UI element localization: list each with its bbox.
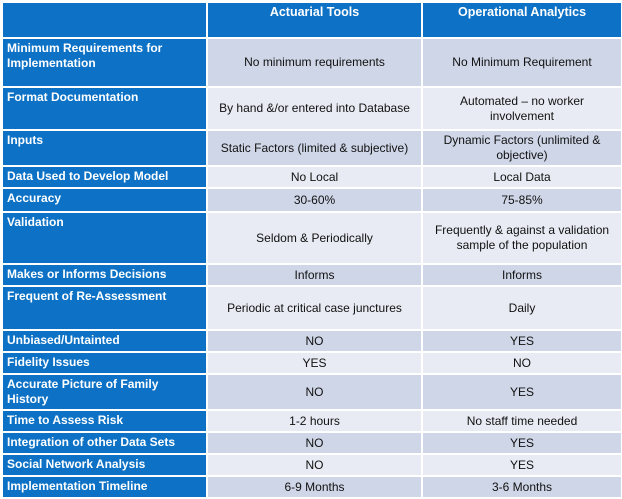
table-row	[2, 166, 622, 188]
header-actuarial-tools: Actuarial Tools	[207, 2, 422, 38]
row-label: Social Network Analysis	[2, 454, 207, 476]
row-label: Inputs	[2, 130, 207, 166]
row-label: Format Documentation	[2, 87, 207, 130]
actuarial-value: NO	[207, 454, 422, 476]
actuarial-value: Informs	[207, 264, 422, 286]
operational-value: NO	[422, 352, 622, 374]
row-label: Integration of other Data Sets	[2, 432, 207, 454]
operational-value: YES	[422, 454, 622, 476]
operational-value: YES	[422, 432, 622, 454]
operational-value: Dynamic Factors (unlimited & objective)	[422, 130, 622, 166]
table-row	[2, 264, 622, 286]
actuarial-value: 6-9 Months	[207, 476, 422, 498]
row-label: Frequent of Re-Assessment	[2, 286, 207, 330]
operational-value: Informs	[422, 264, 622, 286]
table-row	[2, 87, 622, 130]
operational-value: YES	[422, 374, 622, 410]
actuarial-value: By hand &/or entered into Database	[207, 87, 422, 130]
row-label: Validation	[2, 212, 207, 264]
header-operational-analytics: Operational Analytics	[422, 2, 622, 38]
row-label: Implementation Timeline	[2, 476, 207, 498]
actuarial-value: NO	[207, 330, 422, 352]
actuarial-value: No minimum requirements	[207, 38, 422, 87]
operational-value: Automated – no worker involvement	[422, 87, 622, 130]
table-row	[2, 432, 622, 454]
row-label: Minimum Requirements for Implementation	[2, 38, 207, 87]
operational-value: No staff time needed	[422, 410, 622, 432]
table-row	[2, 212, 622, 264]
row-label: Fidelity Issues	[2, 352, 207, 374]
table-row	[2, 286, 622, 330]
actuarial-value: Seldom & Periodically	[207, 212, 422, 264]
operational-value: Frequently & against a validation sample of the population	[422, 212, 622, 264]
table-row	[2, 130, 622, 166]
operational-value: 3-6 Months	[422, 476, 622, 498]
table-row	[2, 410, 622, 432]
operational-value: Daily	[422, 286, 622, 330]
actuarial-value: Periodic at critical case junctures	[207, 286, 422, 330]
actuarial-value: NO	[207, 432, 422, 454]
comparison-table	[1, 1, 622, 499]
actuarial-value: 30-60%	[207, 188, 422, 212]
table-row	[2, 188, 622, 212]
header-corner-cell	[2, 2, 207, 38]
table-row	[2, 352, 622, 374]
row-label: Makes or Informs Decisions	[2, 264, 207, 286]
header-row	[2, 2, 622, 38]
row-label: Unbiased/Untainted	[2, 330, 207, 352]
row-label: Accurate Picture of Family History	[2, 374, 207, 410]
table-row	[2, 374, 622, 410]
row-label: Data Used to Develop Model	[2, 166, 207, 188]
actuarial-value: No Local	[207, 166, 422, 188]
row-label: Accuracy	[2, 188, 207, 212]
table-row	[2, 454, 622, 476]
table-row	[2, 330, 622, 352]
operational-value: No Minimum Requirement	[422, 38, 622, 87]
actuarial-value: Static Factors (limited & subjective)	[207, 130, 422, 166]
actuarial-value: NO	[207, 374, 422, 410]
table-row	[2, 476, 622, 498]
actuarial-value: 1-2 hours	[207, 410, 422, 432]
operational-value: 75-85%	[422, 188, 622, 212]
operational-value: Local Data	[422, 166, 622, 188]
operational-value: YES	[422, 330, 622, 352]
table-row	[2, 38, 622, 87]
row-label: Time to Assess Risk	[2, 410, 207, 432]
actuarial-value: YES	[207, 352, 422, 374]
